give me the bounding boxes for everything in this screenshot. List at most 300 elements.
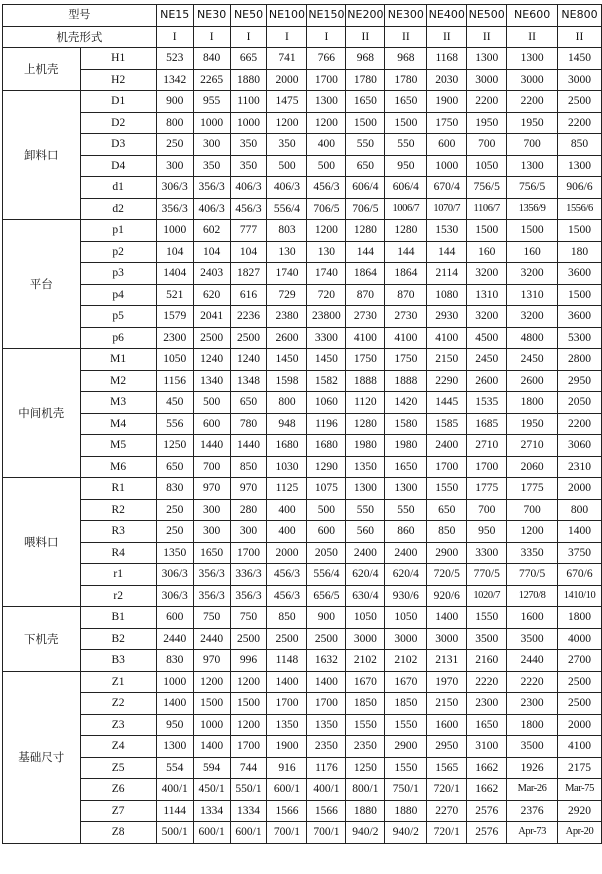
value-cell: 2576: [467, 822, 507, 844]
value-cell: 770/5: [467, 564, 507, 586]
value-cell: 1280: [346, 413, 385, 435]
value-cell: 1334: [193, 800, 230, 822]
value-cell: 400: [267, 499, 307, 521]
value-cell: 1780: [346, 69, 385, 91]
value-cell: 2300: [156, 327, 193, 349]
table-row: [3, 134, 602, 156]
housing-type-label: 机壳形式: [3, 26, 157, 48]
value-cell: 456/3: [307, 177, 346, 199]
dimension-code: d2: [80, 198, 156, 220]
value-cell: 2950: [427, 736, 467, 758]
dimension-code: D1: [80, 91, 156, 113]
value-cell: 2500: [558, 693, 602, 715]
table-row: [3, 327, 602, 349]
value-cell: 720/1: [427, 779, 467, 801]
model-header-cell: NE15: [156, 5, 193, 27]
value-cell: 1800: [507, 392, 558, 414]
value-cell: 2350: [346, 736, 385, 758]
table-row: [3, 220, 602, 242]
value-cell: 777: [230, 220, 267, 242]
value-cell: 250: [156, 499, 193, 521]
value-cell: 4100: [385, 327, 427, 349]
value-cell: 2350: [307, 736, 346, 758]
dimension-code: B1: [80, 607, 156, 629]
value-cell: 1000: [193, 714, 230, 736]
value-cell: 2290: [427, 370, 467, 392]
dimension-code: H2: [80, 69, 156, 91]
value-cell: 2220: [467, 671, 507, 693]
housing-type-cell: I: [230, 26, 267, 48]
value-cell: 1900: [427, 91, 467, 113]
dimension-code: p3: [80, 263, 156, 285]
value-cell: 2102: [385, 650, 427, 672]
value-cell: 1200: [230, 714, 267, 736]
table-row: [3, 349, 602, 371]
value-cell: 450/1: [193, 779, 230, 801]
table-row: [3, 155, 602, 177]
table-row: [3, 800, 602, 822]
value-cell: 1980: [346, 435, 385, 457]
value-cell: 2500: [307, 628, 346, 650]
value-cell: 1400: [427, 607, 467, 629]
value-cell: 970: [193, 478, 230, 500]
value-cell: 3000: [427, 628, 467, 650]
value-cell: 1300: [346, 478, 385, 500]
value-cell: 916: [267, 757, 307, 779]
value-cell: 1550: [427, 478, 467, 500]
value-cell: 104: [230, 241, 267, 263]
value-cell: 1530: [427, 220, 467, 242]
value-cell: 700: [193, 456, 230, 478]
value-cell: 2200: [467, 91, 507, 113]
value-cell: 1800: [507, 714, 558, 736]
dimension-code: Z7: [80, 800, 156, 822]
dimension-code: D3: [80, 134, 156, 156]
value-cell: 1775: [467, 478, 507, 500]
value-cell: 830: [156, 650, 193, 672]
value-cell: 556/4: [267, 198, 307, 220]
value-cell: 700: [467, 499, 507, 521]
housing-type-cell: II: [507, 26, 558, 48]
value-cell: 1700: [267, 693, 307, 715]
value-cell: 900: [307, 607, 346, 629]
value-cell: 3200: [507, 263, 558, 285]
value-cell: 1050: [385, 607, 427, 629]
table-row: [3, 306, 602, 328]
value-cell: 2440: [193, 628, 230, 650]
value-cell: 3200: [467, 263, 507, 285]
group-label: 上机壳: [3, 48, 81, 91]
value-cell: 2175: [558, 757, 602, 779]
value-cell: 996: [230, 650, 267, 672]
value-cell: 1680: [267, 435, 307, 457]
value-cell: 750/1: [385, 779, 427, 801]
value-cell: 3500: [467, 628, 507, 650]
value-cell: 770/5: [507, 564, 558, 586]
value-cell: 1200: [507, 521, 558, 543]
value-cell: 670/6: [558, 564, 602, 586]
value-cell: 3200: [467, 306, 507, 328]
value-cell: 3100: [467, 736, 507, 758]
value-cell: 1650: [385, 91, 427, 113]
value-cell: 300: [193, 499, 230, 521]
value-cell: 968: [346, 48, 385, 70]
value-cell: 1500: [467, 220, 507, 242]
value-cell: 556/4: [307, 564, 346, 586]
table-row: [3, 757, 602, 779]
value-cell: 950: [385, 155, 427, 177]
value-cell: 3000: [346, 628, 385, 650]
value-cell: 144: [427, 241, 467, 263]
dimension-code: R2: [80, 499, 156, 521]
dimension-code: p6: [80, 327, 156, 349]
value-cell: 1662: [467, 757, 507, 779]
value-cell: 968: [385, 48, 427, 70]
value-cell: 1250: [346, 757, 385, 779]
value-cell: 144: [385, 241, 427, 263]
value-cell: 1850: [385, 693, 427, 715]
value-cell: 720/5: [427, 564, 467, 586]
value-cell: 2600: [467, 370, 507, 392]
value-cell: 2450: [467, 349, 507, 371]
value-cell: 2102: [346, 650, 385, 672]
value-cell: 700/1: [307, 822, 346, 844]
value-cell: 1740: [307, 263, 346, 285]
value-cell: 144: [346, 241, 385, 263]
value-cell: 600: [427, 134, 467, 156]
value-cell: 1827: [230, 263, 267, 285]
housing-type-cell: I: [156, 26, 193, 48]
dimension-code: D2: [80, 112, 156, 134]
value-cell: 550: [346, 499, 385, 521]
housing-type-cell: II: [467, 26, 507, 48]
value-cell: 602: [193, 220, 230, 242]
value-cell: 1200: [193, 671, 230, 693]
value-cell: 1400: [193, 736, 230, 758]
value-cell: 870: [346, 284, 385, 306]
value-cell: 1300: [156, 736, 193, 758]
dimension-code: M3: [80, 392, 156, 414]
value-cell: 970: [193, 650, 230, 672]
value-cell: 650: [346, 155, 385, 177]
value-cell: 2400: [385, 542, 427, 564]
value-cell: 1550: [385, 714, 427, 736]
value-cell: 2160: [467, 650, 507, 672]
spec-table-container: [2, 4, 602, 844]
value-cell: 5300: [558, 327, 602, 349]
dimension-code: Z3: [80, 714, 156, 736]
dimension-code: M1: [80, 349, 156, 371]
value-cell: 1400: [558, 521, 602, 543]
table-row: [3, 284, 602, 306]
value-cell: 1888: [385, 370, 427, 392]
model-header-cell: NE800: [558, 5, 602, 27]
value-cell: 1125: [267, 478, 307, 500]
value-cell: 1176: [307, 757, 346, 779]
value-cell: 741: [267, 48, 307, 70]
value-cell: 850: [427, 521, 467, 543]
value-cell: 2450: [507, 349, 558, 371]
value-cell: 2403: [193, 263, 230, 285]
value-cell: 620/4: [346, 564, 385, 586]
value-cell: 306/3: [156, 585, 193, 607]
value-cell: 1565: [427, 757, 467, 779]
value-cell: 700: [467, 134, 507, 156]
value-cell: 3060: [558, 435, 602, 457]
value-cell: 1970: [427, 671, 467, 693]
dimension-code: p1: [80, 220, 156, 242]
value-cell: 1410/10: [558, 585, 602, 607]
value-cell: 800/1: [346, 779, 385, 801]
value-cell: 1000: [230, 112, 267, 134]
value-cell: 1700: [427, 456, 467, 478]
value-cell: Apr-73: [507, 822, 558, 844]
table-row: [3, 736, 602, 758]
value-cell: 830: [156, 478, 193, 500]
value-cell: Apr-20: [558, 822, 602, 844]
dimension-code: d1: [80, 177, 156, 199]
value-cell: 556: [156, 413, 193, 435]
value-cell: 940/2: [385, 822, 427, 844]
value-cell: 1144: [156, 800, 193, 822]
value-cell: 250: [156, 134, 193, 156]
value-cell: Mar-75: [558, 779, 602, 801]
value-cell: 860: [385, 521, 427, 543]
value-cell: 2700: [558, 650, 602, 672]
value-cell: 729: [267, 284, 307, 306]
value-cell: 1535: [467, 392, 507, 414]
table-row: [3, 48, 602, 70]
value-cell: 2500: [558, 91, 602, 113]
value-cell: 1580: [385, 413, 427, 435]
value-cell: 300: [156, 155, 193, 177]
value-cell: 2000: [558, 714, 602, 736]
value-cell: 1566: [267, 800, 307, 822]
value-cell: 670/4: [427, 177, 467, 199]
housing-type-cell: II: [385, 26, 427, 48]
dimension-code: Z5: [80, 757, 156, 779]
value-cell: 1404: [156, 263, 193, 285]
value-cell: 3350: [507, 542, 558, 564]
value-cell: 3000: [385, 628, 427, 650]
value-cell: 356/3: [193, 564, 230, 586]
value-cell: 160: [467, 241, 507, 263]
value-cell: 1680: [307, 435, 346, 457]
table-row: [3, 69, 602, 91]
value-cell: 600/1: [267, 779, 307, 801]
value-cell: 180: [558, 241, 602, 263]
dimension-code: M2: [80, 370, 156, 392]
value-cell: 744: [230, 757, 267, 779]
value-cell: 1500: [346, 112, 385, 134]
value-cell: 400: [307, 134, 346, 156]
value-cell: 1550: [346, 714, 385, 736]
value-cell: 3600: [558, 306, 602, 328]
value-cell: 406/3: [230, 177, 267, 199]
value-cell: 1700: [307, 693, 346, 715]
value-cell: 1500: [230, 693, 267, 715]
value-cell: 2500: [230, 327, 267, 349]
value-cell: 356/3: [230, 585, 267, 607]
value-cell: 1500: [507, 220, 558, 242]
value-cell: 1800: [558, 607, 602, 629]
value-cell: 1200: [230, 671, 267, 693]
value-cell: 3000: [467, 69, 507, 91]
value-cell: 2400: [427, 435, 467, 457]
value-cell: 1750: [346, 349, 385, 371]
dimension-code: B3: [80, 650, 156, 672]
value-cell: 160: [507, 241, 558, 263]
value-cell: 2500: [558, 671, 602, 693]
table-row: [3, 112, 602, 134]
value-cell: 1670: [346, 671, 385, 693]
value-cell: 2950: [558, 370, 602, 392]
value-cell: 3500: [507, 628, 558, 650]
value-cell: 1000: [156, 220, 193, 242]
table-row: [3, 435, 602, 457]
value-cell: 1662: [467, 779, 507, 801]
model-header-row: [3, 5, 602, 27]
value-cell: 2930: [427, 306, 467, 328]
value-cell: 1148: [267, 650, 307, 672]
value-cell: 4000: [558, 628, 602, 650]
value-cell: 2710: [467, 435, 507, 457]
value-cell: 300: [193, 521, 230, 543]
value-cell: 1450: [267, 349, 307, 371]
value-cell: 2000: [558, 478, 602, 500]
value-cell: 4500: [467, 327, 507, 349]
table-row: [3, 478, 602, 500]
value-cell: 2150: [427, 693, 467, 715]
dimension-code: Z8: [80, 822, 156, 844]
model-header-cell: NE50: [230, 5, 267, 27]
dimension-code: Z2: [80, 693, 156, 715]
value-cell: 1350: [267, 714, 307, 736]
value-cell: 2500: [267, 628, 307, 650]
value-cell: 850: [558, 134, 602, 156]
value-cell: 700: [507, 134, 558, 156]
model-header-cell: NE30: [193, 5, 230, 27]
value-cell: 950: [156, 714, 193, 736]
value-cell: 300: [230, 521, 267, 543]
value-cell: 850: [230, 456, 267, 478]
value-cell: 500: [307, 155, 346, 177]
value-cell: 500: [193, 392, 230, 414]
value-cell: 2800: [558, 349, 602, 371]
value-cell: 560: [346, 521, 385, 543]
table-row: [3, 456, 602, 478]
group-label: 卸料口: [3, 91, 81, 220]
value-cell: 4800: [507, 327, 558, 349]
value-cell: 1550: [385, 757, 427, 779]
housing-type-cell: II: [427, 26, 467, 48]
value-cell: 1168: [427, 48, 467, 70]
value-cell: 350: [230, 155, 267, 177]
value-cell: 2300: [507, 693, 558, 715]
value-cell: 1740: [267, 263, 307, 285]
table-row: [3, 91, 602, 113]
group-label: 中间机壳: [3, 349, 81, 478]
table-row: [3, 693, 602, 715]
value-cell: 2730: [385, 306, 427, 328]
value-cell: 2900: [427, 542, 467, 564]
value-cell: 2300: [467, 693, 507, 715]
value-cell: 2041: [193, 306, 230, 328]
value-cell: 1350: [307, 714, 346, 736]
value-cell: 1550: [467, 607, 507, 629]
value-cell: 1700: [230, 542, 267, 564]
value-cell: 104: [156, 241, 193, 263]
value-cell: 1300: [385, 478, 427, 500]
dimension-code: p5: [80, 306, 156, 328]
value-cell: 600: [156, 607, 193, 629]
value-cell: 2265: [193, 69, 230, 91]
value-cell: 2380: [267, 306, 307, 328]
value-cell: 800: [267, 392, 307, 414]
value-cell: 630/4: [346, 585, 385, 607]
value-cell: 948: [267, 413, 307, 435]
value-cell: 2310: [558, 456, 602, 478]
value-cell: 1350: [346, 456, 385, 478]
value-cell: 1300: [507, 155, 558, 177]
value-cell: 1500: [385, 112, 427, 134]
value-cell: 1100: [230, 91, 267, 113]
value-cell: 400/1: [307, 779, 346, 801]
value-cell: 2576: [467, 800, 507, 822]
value-cell: 550/1: [230, 779, 267, 801]
value-cell: 4100: [427, 327, 467, 349]
value-cell: 1500: [193, 693, 230, 715]
value-cell: 1750: [427, 112, 467, 134]
value-cell: Mar-26: [507, 779, 558, 801]
housing-type-cell: I: [193, 26, 230, 48]
value-cell: 2030: [427, 69, 467, 91]
value-cell: 1650: [346, 91, 385, 113]
value-cell: 1670: [385, 671, 427, 693]
value-cell: 350: [230, 134, 267, 156]
value-cell: 656/5: [307, 585, 346, 607]
model-header-cell: NE600: [507, 5, 558, 27]
value-cell: 2500: [230, 628, 267, 650]
value-cell: 3200: [507, 306, 558, 328]
value-cell: 1780: [385, 69, 427, 91]
value-cell: 2500: [193, 327, 230, 349]
dimension-code: Z1: [80, 671, 156, 693]
value-cell: 2600: [267, 327, 307, 349]
value-cell: 1075: [307, 478, 346, 500]
value-cell: 350: [267, 134, 307, 156]
value-cell: 1566: [307, 800, 346, 822]
value-cell: 250: [156, 521, 193, 543]
value-cell: 130: [307, 241, 346, 263]
value-cell: 1700: [307, 69, 346, 91]
value-cell: 2200: [558, 112, 602, 134]
value-cell: 1400: [156, 693, 193, 715]
value-cell: 1050: [467, 155, 507, 177]
value-cell: 456/3: [230, 198, 267, 220]
value-cell: 650: [156, 456, 193, 478]
value-cell: 306/3: [156, 564, 193, 586]
table-row: [3, 198, 602, 220]
value-cell: 1585: [427, 413, 467, 435]
value-cell: 1300: [307, 91, 346, 113]
housing-type-row: [3, 26, 602, 48]
value-cell: 1006/7: [385, 198, 427, 220]
dimension-code: r2: [80, 585, 156, 607]
value-cell: 1450: [558, 48, 602, 70]
value-cell: 1450: [307, 349, 346, 371]
value-cell: 406/3: [267, 177, 307, 199]
